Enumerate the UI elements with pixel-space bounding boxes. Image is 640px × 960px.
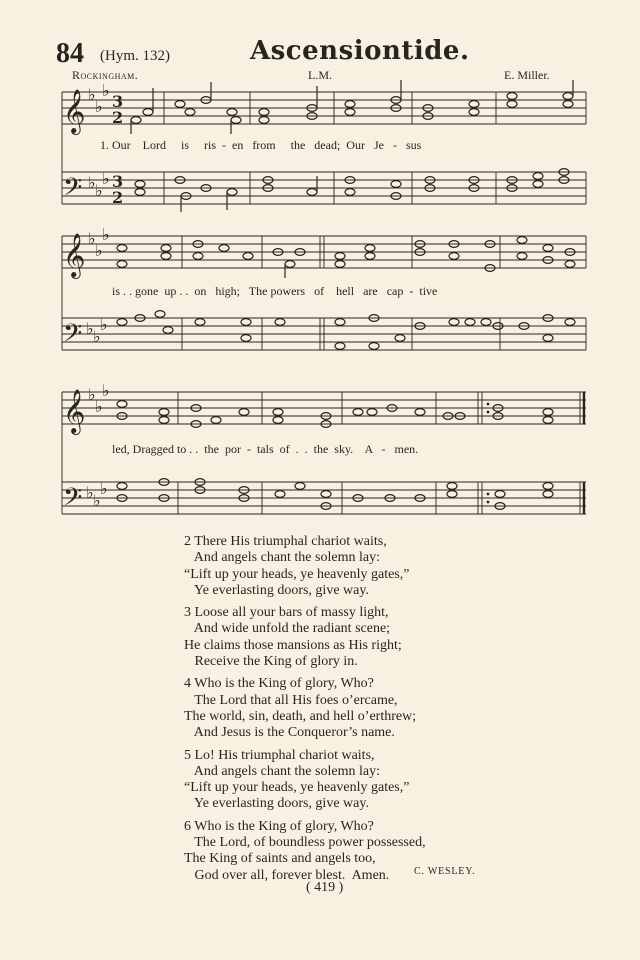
svg-text:♭: ♭ [95, 241, 103, 260]
verse-line: And angels chant the solemn lay: [184, 763, 380, 779]
svg-text:𝄞: 𝄞 [63, 89, 86, 133]
svg-text:𝄢: 𝄢 [63, 483, 83, 518]
verses [184, 534, 426, 890]
verse-line: The Lord that all His foes o’ercame, [184, 692, 398, 708]
svg-text:♭: ♭ [102, 381, 110, 400]
verse-line: He claims those mansions as His right; [184, 637, 402, 653]
svg-text:♭: ♭ [100, 479, 108, 498]
svg-text:♭: ♭ [102, 81, 110, 100]
verse-line: Who is the King of glory, Who? [194, 818, 374, 834]
svg-text:♭: ♭ [95, 397, 103, 416]
svg-text:♭: ♭ [100, 315, 108, 334]
svg-text:♭: ♭ [86, 483, 94, 502]
verse-number: 2 [184, 534, 191, 549]
svg-text:3: 3 [112, 172, 124, 191]
author: C. WESLEY. [414, 866, 476, 877]
svg-text:♭: ♭ [88, 173, 96, 192]
verse-5 [184, 748, 426, 813]
verse-line: Lo! His triumphal chariot waits, [194, 747, 375, 763]
svg-text:♭: ♭ [88, 85, 96, 104]
meter: L.M. [308, 68, 332, 82]
verse-line: Ye everlasting doors, give way. [184, 582, 369, 598]
svg-text:𝄞: 𝄞 [63, 233, 86, 277]
verse-number: 6 [184, 818, 191, 834]
svg-text:3: 3 [112, 92, 124, 111]
verse-line: Loose all your bars of massy light, [194, 605, 389, 621]
verse-line: The world, sin, death, and hell o’erthrew; [184, 708, 417, 724]
verse-line: The Lord, of boundless power possessed, [184, 835, 426, 851]
page-title: Ascensiontide. [250, 36, 470, 66]
verse-line: God over all, forever blest. Amen. [184, 867, 390, 883]
verse-line: There His triumphal chariot waits, [194, 534, 387, 549]
svg-text:♭: ♭ [88, 229, 96, 248]
svg-text:♭: ♭ [102, 169, 110, 188]
svg-text:𝄞: 𝄞 [63, 389, 86, 433]
lyric-line-3: led, Dragged to . . the por - tals of . . the sky. A - men. [112, 442, 419, 456]
lyric-line-1: 1. Our Lord is ris - en from the dead; Our Je - sus [100, 138, 422, 152]
verse-line: “Lift up your heads, ye heavenly gates,” [184, 566, 410, 582]
svg-text:2: 2 [112, 108, 124, 127]
treble-staff-2 [62, 236, 586, 268]
verse-3 [184, 605, 426, 670]
svg-text:♭: ♭ [93, 491, 101, 510]
svg-text:♭: ♭ [93, 327, 101, 346]
hymn-number: 84 [56, 38, 84, 69]
verse-4 [184, 676, 426, 741]
lyric-line-2: is . . gone up . . on high; The powers of hell are cap - tive [112, 284, 438, 298]
composer: E. Miller. [504, 68, 550, 82]
verse-line: Who is the King of glory, Who? [194, 676, 374, 692]
verse-line: The King of saints and angels too, [184, 851, 376, 867]
verse-line: “Lift up your heads, ye heavenly gates,” [184, 780, 410, 796]
verse-number: 4 [184, 676, 191, 692]
tune-name: Rockingham. [72, 68, 139, 82]
svg-text:𝄢: 𝄢 [63, 173, 83, 208]
repeat-dots [487, 403, 490, 504]
hymn-reference: (Hym. 132) [100, 48, 170, 64]
verse-number: 3 [184, 605, 191, 621]
verse-line: And Jesus is the Conqueror’s name. [184, 725, 395, 741]
verse-line: Receive the King of glory in. [184, 654, 358, 670]
svg-text:♭: ♭ [95, 97, 103, 116]
svg-text:2: 2 [112, 188, 124, 207]
svg-text:♭: ♭ [102, 225, 110, 244]
svg-text:♭: ♭ [95, 181, 103, 200]
verse-line: And wide unfold the radiant scene; [184, 621, 391, 637]
verse-number: 5 [184, 747, 191, 763]
page-number: ( 419 ) [306, 880, 344, 895]
svg-text:𝄢: 𝄢 [63, 319, 83, 354]
svg-text:♭: ♭ [88, 385, 96, 404]
verse-6 [184, 819, 426, 884]
verse-2 [184, 534, 426, 599]
verse-line: Ye everlasting doors, give way. [184, 796, 369, 812]
svg-text:♭: ♭ [86, 319, 94, 338]
verse-line: And angels chant the solemn lay: [184, 550, 380, 566]
